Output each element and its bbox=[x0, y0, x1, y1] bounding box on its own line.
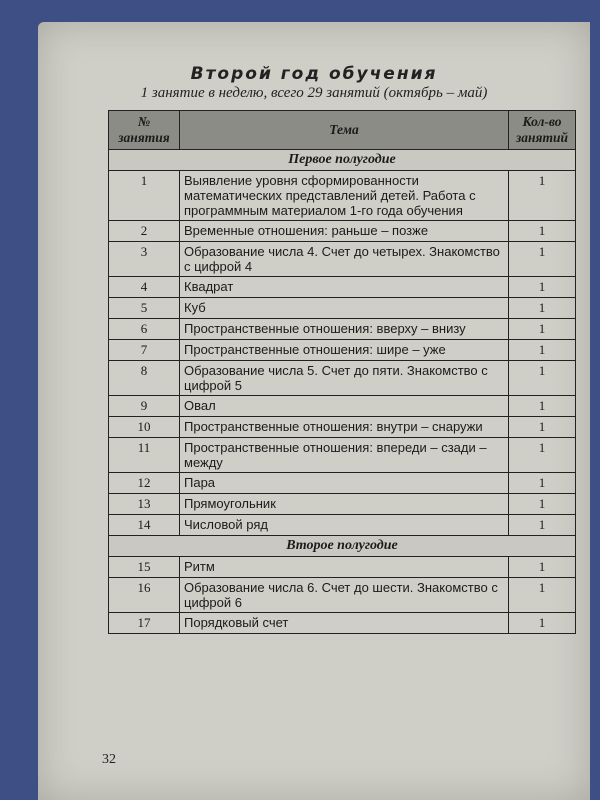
lesson-topic-cell: Ритм bbox=[180, 557, 509, 578]
section-row bbox=[109, 536, 576, 557]
lesson-number-cell: 2 bbox=[109, 221, 180, 242]
lesson-count-cell: 1 bbox=[509, 613, 576, 634]
table-row bbox=[109, 494, 576, 515]
lesson-number-cell: 4 bbox=[109, 277, 180, 298]
table-row bbox=[109, 578, 576, 613]
lesson-number-cell: 1 bbox=[109, 171, 180, 221]
section-title: Второе полугодие bbox=[109, 536, 576, 557]
page-number: 32 bbox=[102, 752, 116, 767]
lesson-topic-cell: Образование числа 4. Счет до четырех. Знакомство с цифрой 4 bbox=[180, 242, 509, 277]
table-row bbox=[109, 396, 576, 417]
table-row bbox=[109, 298, 576, 319]
section-row bbox=[109, 150, 576, 171]
table-row bbox=[109, 171, 576, 221]
lesson-count-cell: 1 bbox=[509, 340, 576, 361]
table-row bbox=[109, 277, 576, 298]
lesson-number-cell: 15 bbox=[109, 557, 180, 578]
lesson-number-cell: 13 bbox=[109, 494, 180, 515]
lesson-count-cell: 1 bbox=[509, 515, 576, 536]
lesson-number-cell: 3 bbox=[109, 242, 180, 277]
lesson-count-cell: 1 bbox=[509, 277, 576, 298]
lesson-topic-cell: Выявление уровня сформированности математических представлений детей. Работа с программным материалом 1-го года обучения bbox=[180, 171, 509, 221]
lesson-number-cell: 9 bbox=[109, 396, 180, 417]
table-row bbox=[109, 361, 576, 396]
table-row bbox=[109, 221, 576, 242]
lesson-topic-cell: Пространственные отношения: шире – уже bbox=[180, 340, 509, 361]
lesson-number-cell: 14 bbox=[109, 515, 180, 536]
lesson-number-cell: 10 bbox=[109, 417, 180, 438]
page-subtitle: 1 занятие в неделю, всего 29 занятий (октябрь – май) bbox=[140, 85, 488, 101]
table-header-row bbox=[109, 111, 576, 150]
page-title: Второй год обучения bbox=[190, 64, 438, 84]
lesson-count-cell: 1 bbox=[509, 578, 576, 613]
lesson-topic-cell: Прямоугольник bbox=[180, 494, 509, 515]
lesson-topic-cell: Овал bbox=[180, 396, 509, 417]
lesson-topic-cell: Куб bbox=[180, 298, 509, 319]
lesson-count-cell: 1 bbox=[509, 242, 576, 277]
table-row bbox=[109, 613, 576, 634]
column-header-number: № занятия bbox=[109, 111, 180, 150]
lesson-count-cell: 1 bbox=[509, 221, 576, 242]
lesson-topic-cell: Пространственные отношения: вверху – внизу bbox=[180, 319, 509, 340]
column-header-count: Кол-во занятий bbox=[509, 111, 576, 150]
table-row bbox=[109, 438, 576, 473]
lesson-number-cell: 7 bbox=[109, 340, 180, 361]
lesson-number-cell: 17 bbox=[109, 613, 180, 634]
lesson-topic-cell: Числовой ряд bbox=[180, 515, 509, 536]
lesson-topic-cell: Пространственные отношения: впереди – сзади – между bbox=[180, 438, 509, 473]
lesson-count-cell: 1 bbox=[509, 396, 576, 417]
lesson-topic-cell: Квадрат bbox=[180, 277, 509, 298]
table-row bbox=[109, 473, 576, 494]
lesson-topic-cell: Порядковый счет bbox=[180, 613, 509, 634]
table-row bbox=[109, 242, 576, 277]
lesson-topic-cell: Образование числа 5. Счет до пяти. Знакомство с цифрой 5 bbox=[180, 361, 509, 396]
lesson-number-cell: 5 bbox=[109, 298, 180, 319]
lesson-number-cell: 8 bbox=[109, 361, 180, 396]
lesson-count-cell: 1 bbox=[509, 557, 576, 578]
lesson-count-cell: 1 bbox=[509, 438, 576, 473]
lesson-count-cell: 1 bbox=[509, 319, 576, 340]
table-row bbox=[109, 515, 576, 536]
lesson-count-cell: 1 bbox=[509, 473, 576, 494]
lesson-count-cell: 1 bbox=[509, 298, 576, 319]
lesson-number-cell: 16 bbox=[109, 578, 180, 613]
lesson-topic-cell: Временные отношения: раньше – позже bbox=[180, 221, 509, 242]
lesson-count-cell: 1 bbox=[509, 494, 576, 515]
lesson-number-cell: 12 bbox=[109, 473, 180, 494]
lesson-plan-table bbox=[108, 110, 576, 634]
column-header-topic: Тема bbox=[180, 111, 509, 150]
table-row bbox=[109, 340, 576, 361]
lesson-topic-cell: Образование числа 6. Счет до шести. Знакомство с цифрой 6 bbox=[180, 578, 509, 613]
section-title: Первое полугодие bbox=[109, 150, 576, 171]
lesson-topic-cell: Пространственные отношения: внутри – снаружи bbox=[180, 417, 509, 438]
lesson-count-cell: 1 bbox=[509, 361, 576, 396]
lesson-topic-cell: Пара bbox=[180, 473, 509, 494]
table-body bbox=[109, 150, 576, 634]
lesson-count-cell: 1 bbox=[509, 417, 576, 438]
book-page bbox=[38, 22, 590, 800]
table-row bbox=[109, 319, 576, 340]
table-row bbox=[109, 557, 576, 578]
table-row bbox=[109, 417, 576, 438]
lesson-count-cell: 1 bbox=[509, 171, 576, 221]
lesson-number-cell: 11 bbox=[109, 438, 180, 473]
lesson-number-cell: 6 bbox=[109, 319, 180, 340]
